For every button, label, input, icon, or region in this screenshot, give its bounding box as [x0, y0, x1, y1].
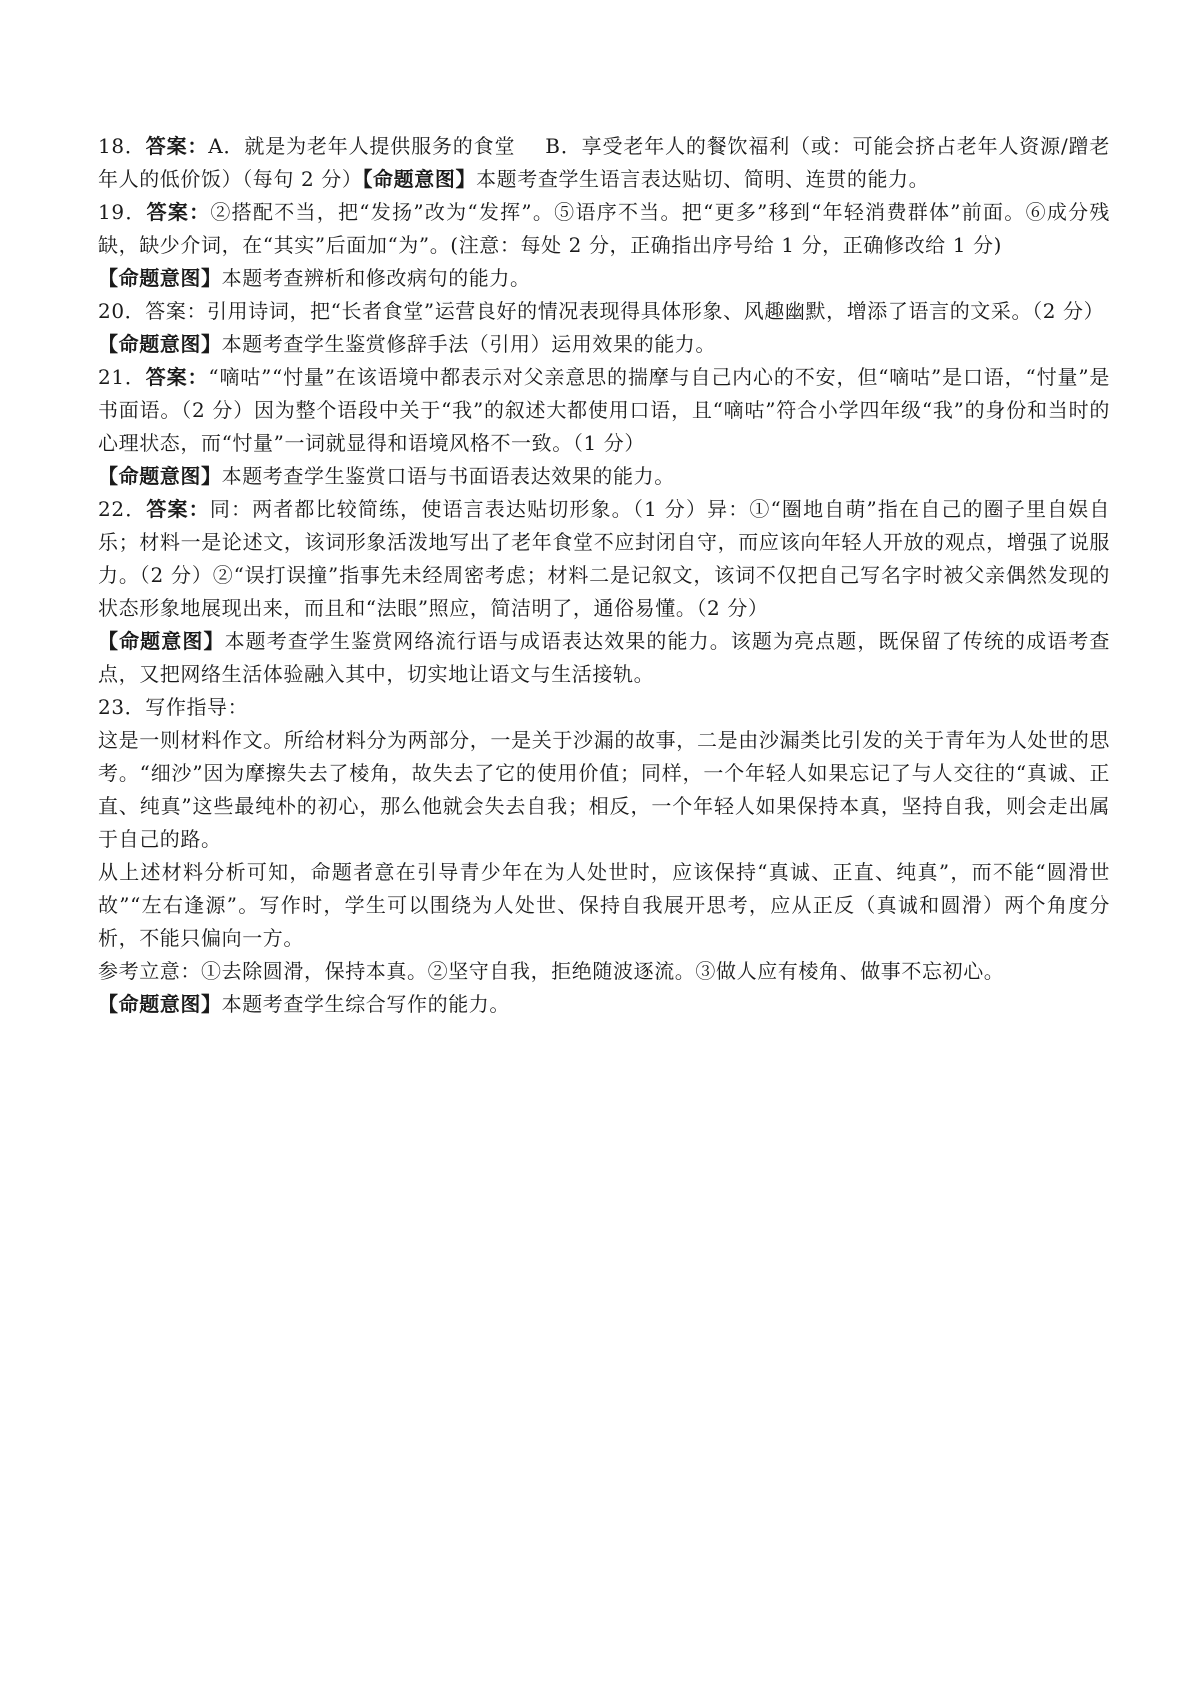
answer-text: 同：两者都比较简练，使语言表达贴切形象。（1 分）异：①“圈地自萌”指在自己的圈子里自娱自乐；材料一是论述文，该词形象活泼地写出了老年食堂不应封闭自守，而应该向年轻人开放的观点，增强了说服力。（2 分）②“误打误撞”指事先未经周密考虑；材料二是记叙文，该词不仅把自己写名字时被父亲偶然发现的状态形象地展现出来，而且和“法眼”照应，简洁明了，通俗易懂。（2 分） — [98, 497, 1110, 620]
intent-21 — [98, 460, 1110, 493]
intent-text: 本题考查学生鉴赏口语与书面语表达效果的能力。 — [221, 464, 675, 488]
intent-20 — [98, 328, 1110, 361]
answer-text: “嘀咕”“忖量”在该语境中都表示对父亲意思的揣摩与自己内心的不安，但“嘀咕”是口语，“忖量”是书面语。（2 分）因为整个语段中关于“我”的叙述大都使用口语，且“嘀咕”符合小学四年级“我”的身份和当时的心理状态，而“忖量”一词就显得和语境风格不一致。（1 分） — [98, 365, 1110, 455]
heading-23 — [98, 691, 1110, 724]
intent-label: 【命题意图】 — [98, 266, 222, 290]
question-number: 23． — [98, 695, 146, 719]
intent-text: 本题考查辨析和修改病句的能力。 — [221, 266, 531, 290]
writing-guide-heading: 写作指导： — [145, 695, 249, 719]
intent-text: 本题考查学生鉴赏网络流行语与成语表达效果的能力。该题为亮点题，既保留了传统的成语考查点，又把网络生活体验融入其中，切实地让语文与生活接轨。 — [98, 629, 1110, 686]
intent-label: 【命题意图】 — [98, 992, 222, 1016]
answer-label: 答案： — [145, 134, 209, 158]
answer-text-b: B．享受老年人的餐饮福利（或：可能会挤占老年人资源/蹭老年人的低价饭）（每句 2 分） — [98, 134, 1110, 191]
intent-22 — [98, 625, 1110, 691]
question-number: 22． — [98, 497, 147, 521]
answer-label: 答案： — [145, 365, 209, 389]
intent-text: 本题考查学生语言表达贴切、简明、连贯的能力。 — [476, 167, 930, 191]
document-page — [98, 130, 1110, 1021]
writing-paragraph-1: 这是一则材料作文。所给材料分为两部分，一是关于沙漏的故事，二是由沙漏类比引发的关于青年为人处世的思考。“细沙”因为摩擦失去了棱角，故失去了它的使用价值；同样，一个年轻人如果忘记了与人交往的“真诚、正直、纯真”这些最纯朴的初心，那么他就会失去自我；相反，一个年轻人如果保持本真，坚持自我，则会走出属于自己的路。 — [98, 728, 1110, 851]
writing-paragraph-2: 从上述材料分析可知，命题者意在引导青少年在为人处世时，应该保持“真诚、正直、纯真”，而不能“圆滑世故”“左右逢源”。写作时，学生可以围绕为人处世、保持自我展开思考，应从正反（真诚和圆滑）两个角度分析，不能只偏向一方。 — [98, 860, 1110, 950]
question-number: 21． — [98, 365, 146, 389]
answer-20 — [98, 295, 1110, 328]
answer-text: 答案：引用诗词，把“长者食堂”运营良好的情况表现得具体形象、风趣幽默，增添了语言的文采。（2 分） — [145, 299, 1105, 323]
writing-paragraph-3: 参考立意：①去除圆滑，保持本真。②坚守自我，拒绝随波逐流。③做人应有棱角、做事不忘初心。 — [98, 959, 1005, 983]
intent-label: 【命题意图】 — [98, 332, 222, 356]
intent-19 — [98, 262, 1110, 295]
answer-text: ②搭配不当，把“发扬”改为“发挥”。⑤语序不当。把“更多”移到“年轻消费群体”前面。⑥成分残缺，缺少介词，在“其实”后面加“为”。(注意：每处 2 分，正确指出序号给 1 分，正确修改给 1 分) — [98, 200, 1110, 257]
answer-label: 答案： — [146, 497, 210, 521]
question-number: 20． — [98, 299, 146, 323]
answer-18 — [98, 130, 1110, 196]
answer-text-a: A．就是为老年人提供服务的食堂 — [208, 134, 516, 158]
intent-text: 本题考查学生综合写作的能力。 — [221, 992, 511, 1016]
answer-19 — [98, 196, 1110, 262]
answer-label: 答案： — [146, 200, 211, 224]
intent-text: 本题考查学生鉴赏修辞手法（引用）运用效果的能力。 — [221, 332, 717, 356]
intent-23 — [98, 988, 1110, 1021]
question-number: 19． — [98, 200, 147, 224]
intent-label: 【命题意图】 — [362, 167, 477, 191]
intent-label: 【命题意图】 — [98, 629, 225, 653]
question-number: 18． — [98, 134, 146, 158]
answer-21 — [98, 361, 1110, 460]
intent-label: 【命题意图】 — [98, 464, 222, 488]
answer-22 — [98, 493, 1110, 625]
